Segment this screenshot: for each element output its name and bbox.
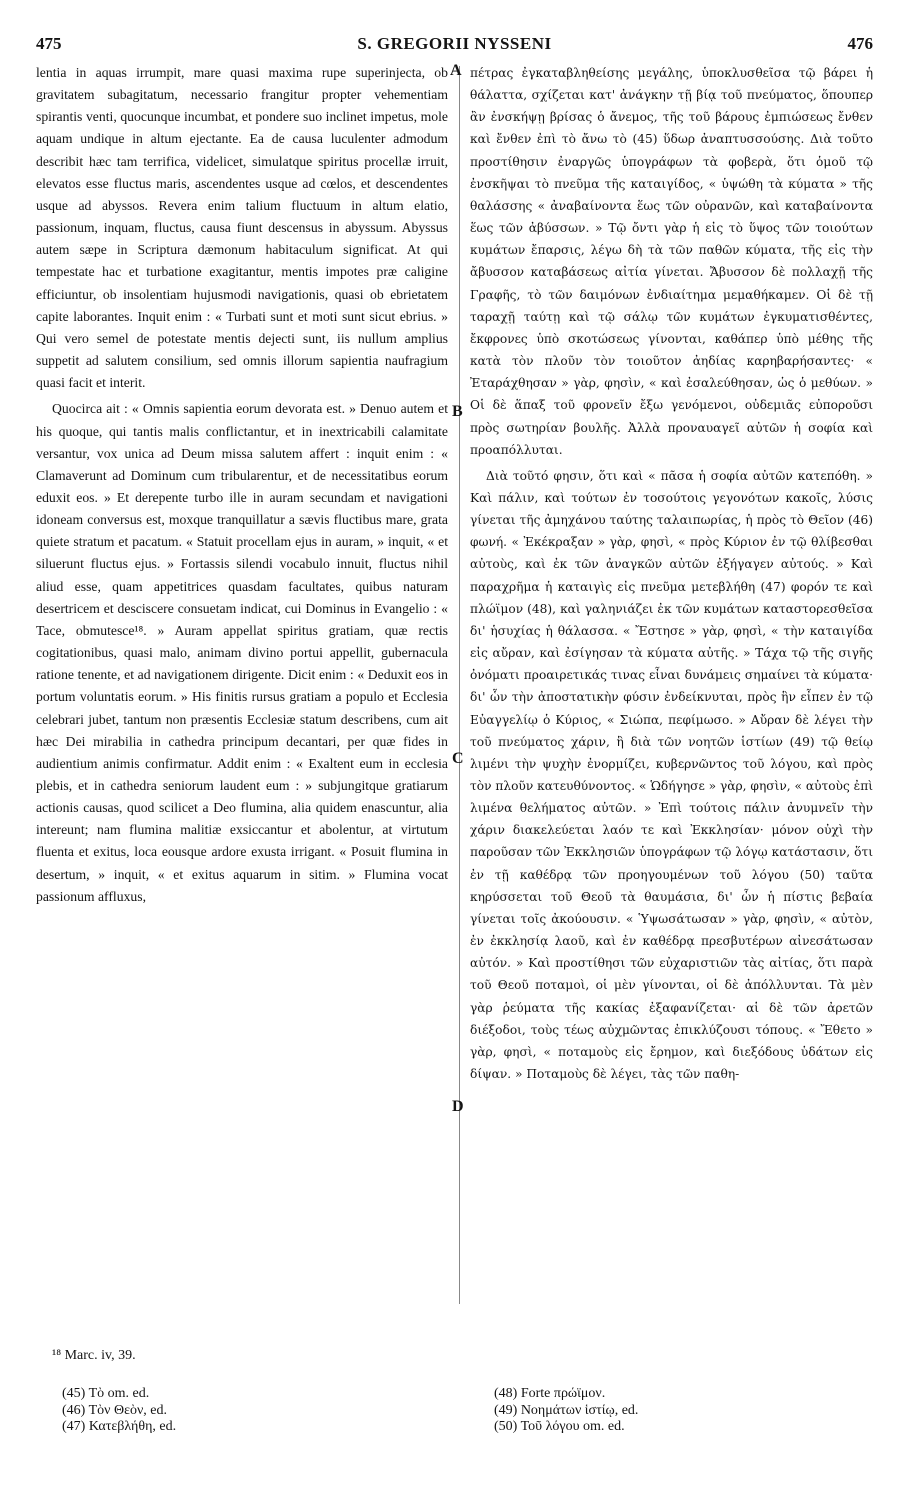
- greek-column: [470, 62, 873, 1085]
- page-number-left: 475: [36, 34, 62, 53]
- variant-notes-right: [494, 1386, 854, 1436]
- variant-note: (50) Τοῦ λόγου om. ed.: [494, 1419, 625, 1434]
- section-marker-b: B: [452, 403, 463, 420]
- latin-paragraph: lentia in aquas irrumpit, mare quasi maxima rupe superinjecta, ob gravitatem subagitatum, necessario frangitur propter vehementiam spirantis venti, quocunque incumbat, et pondere suo inclinet impetus, mole aquam undique in altum ejectante. Ea de causa luculenter admodum describit hæc tam terrifica, videlicet, simulatque spiritus procellæ irruit, elevatos esse fluctus maris, ascendentes usque ad cœlos, et descendentes usque ad abyssos. Revera enim talium fluctuum in altum elatio, passionum, inquam, fluctus, causa fiunt descensus in abyssum. Abyssus autem sæpe in Scriptura dæmonum habitaculum significat. At qui tempestate hac et turbatione exagitantur, mentis impotes præ caligine efficiuntur, ob insolentiam hujusmodi navigationis, quasi ob ebrietatem capite laborantes. Inquit enim : « Turbati sunt et moti sunt sicut ebrius. » Qui vero semel de potestate mentis dejecti sunt, iis nullum amplius suppetit ad salutem consilium, sed omnis illorum sapientia naufragium quasi facit et interit.: [36, 65, 448, 391]
- variant-note: (45) Τὸ om. ed.: [62, 1386, 150, 1401]
- latin-column: [36, 62, 448, 908]
- greek-paragraph: πέτρας ἐγκαταβληθείσης μεγάλης, ὑποκλυσθεῖσα τῷ βάρει ἡ θάλαττα, σχίζεται κατ' ἀνάγκην τῇ βίᾳ τοῦ πνεύματος, ὅπουπερ ἂν ἐνσκήψῃ βρίσας ὁ ἄνεμος, τῆς τοῦ βάρους ἐμπιώσεως ἔνθεν καὶ ἔνθεν ἐπὶ τὸ ἄνω τὸ (45) ὕδωρ ἀναπτυσσούσης. Διὰ τοῦτο προστίθησιν ἐναργῶς ὑπογράφων τὰ φοβερὰ, ὅτι ὁμοῦ τῷ ἐνσκῆψαι τὸ πνεῦμα τῆς καταιγίδος, « ὑψώθη τὰ κύματα » τῆς θαλάσσης « ἀναβαίνοντα ἕως τῶν οὐρανῶν, καὶ καταβαίνοντα ἕως τῶν ἀβύσσων. » Τῷ ὄντι γὰρ ἡ εἰς τὸ ὕψος τῶν τοιούτων κυμάτων ἔπαρσις, λέγω δὴ τὰ τῶν παθῶν κύματα, τῆς εἰς τὴν ἄβυσσον καταβάσεως αἰτία γίνεται. Ἄβυσσον δὲ πολλαχῇ τῆς Γραφῆς, τὸ τῶν δαιμόνων ἐνδιαίτημα μεμαθήκαμεν. Οἱ δὲ τῇ ταραχῇ ταύτῃ καὶ τῷ σάλῳ τῶν κυμάτων ἐγκυματισθέντες, ἔκφρονες ὑπὸ σκοτώσεως γίνονται, καθάπερ ὑπὸ μέθης τῆς κατὰ τὸν πλοῦν τὸν τοιοῦτον ἀηδίας καρηβαρήσαντες· « Ἐταράχθησαν » γὰρ, φησὶν, « καὶ ἐσαλεύθησαν, ὡς ὁ μεθύων. » Οἱ δὲ ἅπαξ τοῦ φρονεῖν ἔξω γενόμενοι, οὐδεμιᾶς εὐποροῦσι πρὸς σωτηρίαν βουλῆς. Ἀλλὰ προναυαγεῖ αὐτῶν ἡ σοφία καὶ προαπόλλυται.: [470, 66, 873, 457]
- running-title: S. GREGORII NYSSENI: [357, 34, 552, 53]
- variant-note: (49) Νοημάτων ἱστίῳ, ed.: [494, 1402, 639, 1418]
- column-divider: [459, 66, 460, 1304]
- section-marker-d: D: [452, 1098, 464, 1115]
- page-header: [36, 34, 873, 56]
- variant-note: (48) Forte πρώϊμον.: [494, 1386, 606, 1401]
- section-marker-a: A: [450, 62, 462, 79]
- variant-notes-left: [62, 1386, 422, 1436]
- variant-note: (46) Τὸν Θεὸν, ed.: [62, 1402, 167, 1418]
- greek-paragraph: Διὰ τοῦτό φησιν, ὅτι καὶ « πᾶσα ἡ σοφία αὐτῶν κατεπόθη. » Καὶ πάλιν, καὶ τούτων ἐν τοσούτοις γεγονότων κακοῖς, λύσις γίνεται τῆς ἀμηχάνου ταύτης ταλαιπωρίας, ἡ πρὸς τὸ Θεῖον (46) φωνή. « Ἐκέκραξαν » γὰρ, φησὶ, « πρὸς Κύριον ἐν τῷ θλίβεσθαι αὐτοὺς, καὶ ἐκ τῶν ἀναγκῶν αὐτῶν ἐξήγαγεν αὐτούς. » Καὶ παραχρῆμα ἡ καταιγὶς εἰς πνεῦμα μετεβλήθη (47) φορόν τε καὶ πλώϊμον (48), καὶ γαληνιάζει ἐκ τῶν κυμάτων καταστορεσθεῖσα δι' ἡσυχίας ἡ θάλασσα. « Ἔστησε » γὰρ, φησὶ, « τὴν καταιγίδα εἰς αὔραν, καὶ ἐσίγησαν τὰ κύματα αὐτῆς. » Τάχα τῷ τῆς σιγῆς ὀνόματι προαιρετικάς τινας εἶναι δυνάμεις σημαίνει τὰ κύματα· δι' ὧν τὴν ἀποστατικὴν φύσιν ἐνδείκνυται, πρὸς ἣν εἶπεν ἐν τῷ Εὐαγγελίῳ ὁ Κύριος, « Σιώπα, πεφίμωσο. » Αὔραν δὲ λέγει τὴν τοῦ πνεύματος χάριν, ἣ διὰ τῶν νοητῶν ἱστίων (49) τῷ θείῳ λιμένι τὴν ψυχὴν ἐνορμίζει, κυβερνῶντος τοῦ λόγου, καὶ πρὸς τὸν πλοῦν κατευθύνοντος. « Ὡδήγησε » γὰρ, φησὶν, « αὐτοὺς ἐπὶ λιμένα θελήματος αὐτῶν. » Ἐπὶ τούτοις πάλιν ἀνυμνεῖν τὴν χάριν διακελεύεται λαόν τε καὶ Ἐκκλησίαν· μόνον οὐχὶ τὴν παροῦσαν τῶν Ἐκκλησιῶν ὑπογράφων τῷ λόγῳ κατάστασιν, ὅτι ἐν τῇ καθέδρᾳ τῶν προηγουμένων τοῦ λόγου (50) ταῦτα κηρύσσεται τοῦ Θεοῦ τὰ θαυμάσια, δι' ὧν ἡ πίστις βεβαία γίνεται τοῖς ἀκούουσιν. « Ὑψωσάτωσαν » γὰρ, φησὶν, « αὐτὸν, ἐν ἐκκλησίᾳ λαοῦ, καὶ ἐν καθέδρᾳ πρεσβυτέρων αἰνεσάτωσαν αὐτόν. » Καὶ προστίθησι τῶν εὐχαριστιῶν τὰς αἰτίας, ὅτι παρὰ τοῦ Θεοῦ ποταμοὶ, οἱ μὲν γίνονται, οἱ δὲ ἀπόλλυνται. Τὰ μὲν γὰρ ῥεύματα τῆς κακίας ἐξαφανίζεται· αἱ δὲ τῶν ἀρετῶν διέξοδοι, τοὺς τέως αὐχμῶντας ἐπικλύζουσι τόπους. « Ἔθετο » γὰρ, φησὶ, « ποταμοὺς εἰς ἔρημον, καὶ διεξόδους ὑδάτων εἰς δίψαν. » Ποταμοὺς δὲ λέγει, τὰς τῶν παθη-: [470, 468, 873, 1082]
- variant-note: (47) Κατεβλήθη, ed.: [62, 1419, 177, 1434]
- page-number-right: 476: [847, 34, 873, 53]
- footnote: ¹⁸ Marc. iv, 39.: [52, 1348, 136, 1363]
- latin-paragraph: Quocirca ait : « Omnis sapientia eorum devorata est. » Denuo autem et his quoque, qui tantis malis conflictantur, et in inextricabili calamitate versantur, vox unica ad Deum missa salutem affert : inquit enim : « Clamaverunt ad Dominum cum tribularentur, et de necessitatibus eorum eduxit eos. » Et derepente turbo ille in auram secundam et navigationi idoneam conversus est, moxque tranquillatur a sævis fluctibus mare, grata quiete stratum et pacatum. « Statuit procellam ejus in auram, » inquit, « et siluerunt fluctus ejus. » Fortassis silendi vocabulo innuit, fluctus nihil aliud esse, quam appetitrices quasdam facultates, quibus naturam desertricem et desciscere consuetam indicat, cui Dominus in Evangelio : « Tace, obmutesce¹⁸. » Auram appellat spiritus gratiam, quæ rectis cogitationibus, quasi malo, animam divino portui appellit, gubernacula ratione tenente, et ad navigationem dirigente. Dicit enim : « Deduxit eos in portum voluntatis eorum. » His finitis rursus gratiam a populo et Ecclesia celebrari jubet, tantum non præsentis Ecclesiæ statum describens, cum ait hæc Dei mirabilia in cathedra principum decantari, per quæ fides in audientium animis confirmatur. Addit enim : « Exaltent eum in ecclesia plebis, et in cathedra seniorum laudent eum : » subjungitque gratiarum actionis causas, quod scilicet a Deo flumina, alia quidem enascuntur, alia intereunt; nam flumina malitiæ exsiccantur et abolentur, at virtutum fluenta et exitus, loca eousque ardore exusta irrigant. « Posuit flumina in desertum, » inquit, « et exitus aquarum in sitim. » Flumina vocat passionum affluxus,: [36, 401, 448, 904]
- section-marker-c: C: [452, 750, 464, 767]
